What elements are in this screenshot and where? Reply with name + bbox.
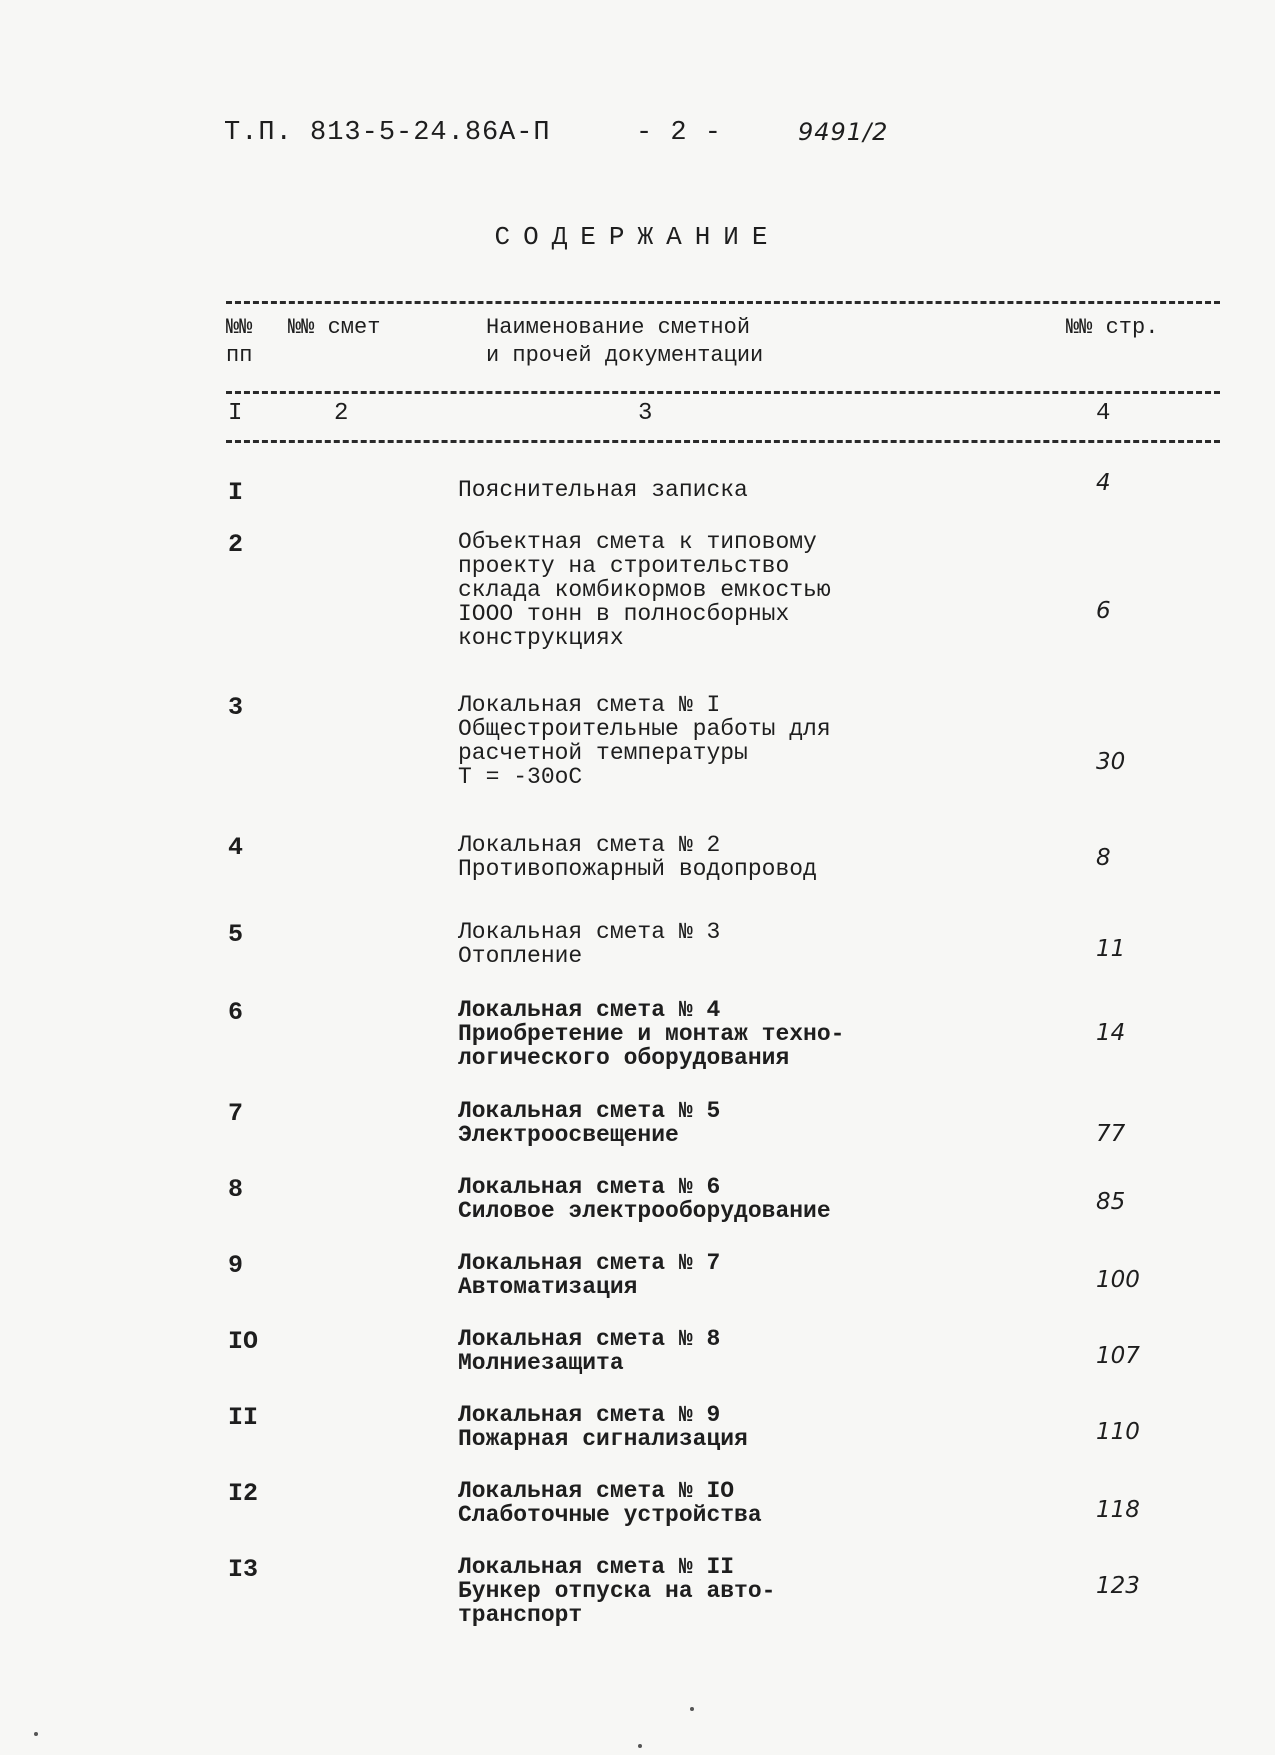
row-page: 123 xyxy=(1096,1573,1140,1599)
row-number: 2 xyxy=(228,530,244,559)
row-page: 100 xyxy=(1096,1267,1140,1293)
column-number: 2 xyxy=(334,400,349,427)
scan-speck xyxy=(638,1744,642,1748)
row-number: 9 xyxy=(228,1251,244,1280)
row-name: Локальная смета № 3 Отопление xyxy=(458,919,721,969)
row-number: II xyxy=(228,1403,259,1432)
page-number: - 2 - xyxy=(636,118,723,148)
row-number: 4 xyxy=(228,833,244,862)
column-header-estimate-no: №№ смет xyxy=(288,315,381,340)
column-header-name: Наименование сметной и прочей документации xyxy=(486,315,764,368)
row-name: Объектная смета к типовому проекту на строительство склада комбикормов емкостью IOOO тонн в полносборных конструкциях xyxy=(458,529,831,651)
row-name: Локальная смета № 4 Приобретение и монтаж техно- логического оборудования xyxy=(458,997,845,1071)
column-number: 3 xyxy=(638,400,653,427)
row-name: Локальная смета № II Бункер отпуска на авто- транспорт xyxy=(458,1554,776,1628)
inventory-number: 9491/2 xyxy=(798,118,889,146)
dashed-rule-top xyxy=(226,301,1220,304)
row-number: 3 xyxy=(228,693,244,722)
row-name: Локальная смета № IO Слаботочные устройства xyxy=(458,1478,762,1528)
row-name: Локальная смета № 6 Силовое электрооборудование xyxy=(458,1174,831,1224)
row-number: I xyxy=(228,478,244,507)
row-page: 4 xyxy=(1096,470,1111,496)
scan-speck xyxy=(690,1707,694,1711)
row-name: Локальная смета № 8 Молниезащита xyxy=(458,1326,721,1376)
row-name: Пояснительная записка xyxy=(458,477,748,503)
row-page: 85 xyxy=(1096,1189,1126,1215)
document-code: Т.П. 813-5-24.86 xyxy=(224,118,500,148)
row-page: 8 xyxy=(1096,845,1111,871)
row-name: Локальная смета № 2 Противопожарный водопровод xyxy=(458,832,817,882)
page-header xyxy=(224,118,924,162)
row-page: 11 xyxy=(1096,936,1126,962)
row-page: 118 xyxy=(1096,1497,1140,1523)
document-part: А-П xyxy=(499,118,551,148)
page-title: СОДЕРЖАНИЕ xyxy=(494,222,781,252)
column-header-item-no: №№ пп xyxy=(226,315,253,368)
row-number: 7 xyxy=(228,1099,244,1128)
row-number: 5 xyxy=(228,920,244,949)
column-header-page: №№ стр. xyxy=(1066,315,1159,340)
row-number: IO xyxy=(228,1327,259,1356)
row-number: 8 xyxy=(228,1175,244,1204)
column-number: 4 xyxy=(1096,400,1111,427)
row-page: 107 xyxy=(1096,1343,1140,1369)
scan-speck xyxy=(34,1732,38,1736)
row-page: 77 xyxy=(1096,1121,1126,1147)
row-page: 14 xyxy=(1096,1020,1126,1046)
row-name: Локальная смета № I Общестроительные работы для расчетной температуры Т = -30оС xyxy=(458,692,831,790)
row-page: 110 xyxy=(1096,1419,1140,1445)
row-name: Локальная смета № 5 Электроосвещение xyxy=(458,1098,721,1148)
row-number: I2 xyxy=(228,1479,259,1508)
dashed-rule-bottom xyxy=(226,440,1220,443)
column-number: I xyxy=(228,400,243,427)
row-name: Локальная смета № 7 Автоматизация xyxy=(458,1250,721,1300)
row-page: 6 xyxy=(1096,598,1111,624)
row-number: 6 xyxy=(228,998,244,1027)
dashed-rule-middle xyxy=(226,391,1220,394)
row-number: I3 xyxy=(228,1555,259,1584)
row-page: 30 xyxy=(1096,749,1126,775)
row-name: Локальная смета № 9 Пожарная сигнализация xyxy=(458,1402,748,1452)
